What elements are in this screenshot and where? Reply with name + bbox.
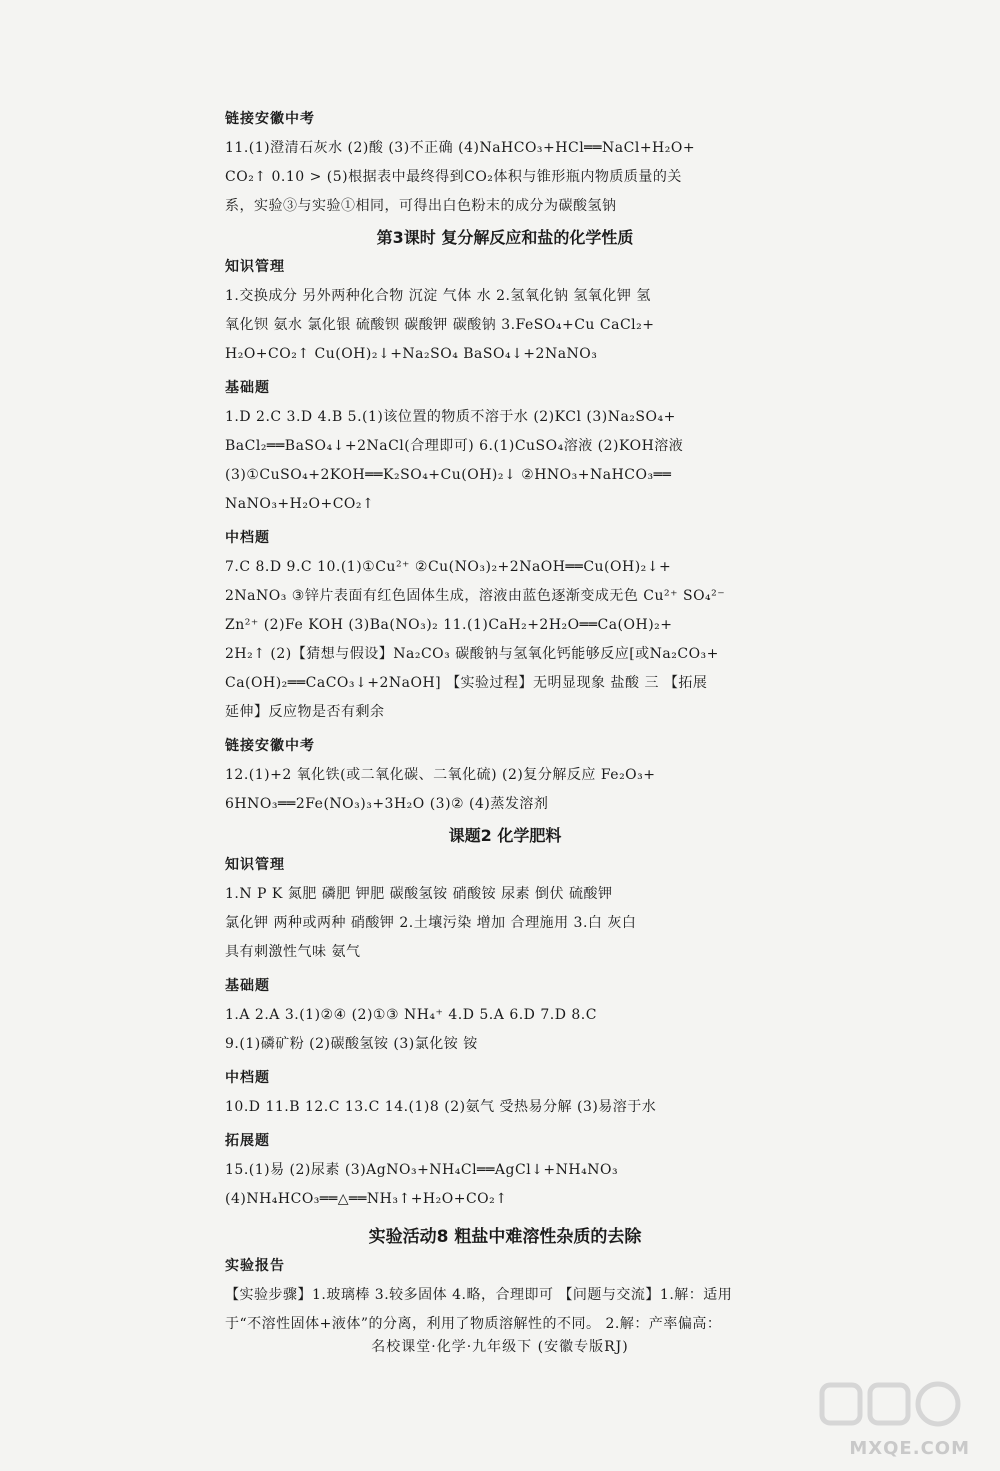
section-label: 实验报告 — [225, 1258, 285, 1274]
answer-line: BaCl₂══BaSO₄↓+2NaCl(合理即可) 6.(1)CuSO₄溶液 (2)KOH溶液 — [225, 438, 684, 454]
section-label: 中档题 — [225, 530, 270, 546]
answer-line: 氯化钾 两种或两种 硝酸钾 2.土壤污染 增加 合理施用 3.白 灰白 — [225, 915, 637, 931]
answer-line: Zn²⁺ (2)Fe KOH (3)Ba(NO₃)₂ 11.(1)CaH₂+2H₂O══Ca(OH)₂+ — [225, 617, 673, 633]
answer-line: 【实验步骤】1.玻璃棒 3.较多固体 4.略，合理即可 【问题与交流】1.解：适用 — [225, 1287, 733, 1303]
answer-line: H₂O+CO₂↑ Cu(OH)₂↓+Na₂SO₄ BaSO₄↓+2NaNO₃ — [225, 346, 598, 362]
answer-line: 6HNO₃══2Fe(NO₃)₃+3H₂O (3)② (4)蒸发溶剂 — [225, 796, 549, 812]
answer-line: 于“不溶性固体+液体”的分离，利用了物质溶解性的不同。 2.解：产率偏高： — [225, 1316, 722, 1332]
section-label: 知识管理 — [225, 259, 285, 275]
answer-line: 系，实验③与实验①相同，可得出白色粉末的成分为碳酸氢钠 — [225, 198, 617, 214]
answer-line: 9.(1)磷矿粉 (2)碳酸氢铵 (3)氯化铵 铵 — [225, 1036, 478, 1052]
section-label: 知识管理 — [225, 857, 285, 873]
lesson-heading: 课题2 化学肥料 — [448, 826, 562, 845]
activity-heading: 实验活动8 粗盐中难溶性杂质的去除 — [368, 1227, 642, 1247]
answer-line: 具有刺激性气味 氨气 — [225, 944, 361, 960]
answer-line: Ca(OH)₂══CaCO₃↓+2NaOH] 【实验过程】无明显现象 盐酸 三 【拓展 — [225, 675, 708, 691]
answer-line: 延伸】反应物是否有剩余 — [225, 704, 385, 720]
answer-line: 1.D 2.C 3.D 4.B 5.(1)该位置的物质不溶于水 (2)KCl (3)Na₂SO₄+ — [225, 409, 676, 425]
answer-content — [225, 100, 785, 1339]
answer-line: CO₂↑ 0.10 > (5)根据表中最终得到CO₂体积与锥形瓶内物质质量的关 — [225, 169, 682, 185]
answer-line: 2H₂↑ (2)【猜想与假设】Na₂CO₃ 碳酸钠与氢氧化钙能够反应[或Na₂CO₃+ — [225, 646, 719, 662]
section-label: 链接安徽中考 — [225, 738, 315, 754]
section-label: 中档题 — [225, 1070, 270, 1086]
answer-line: (3)①CuSO₄+2KOH══K₂SO₄+Cu(OH)₂↓ ②HNO₃+NaHCO₃══ — [225, 467, 672, 483]
lesson-heading: 第3课时 复分解反应和盐的化学性质 — [376, 228, 634, 247]
watermark-text: MXQE.COM — [849, 1438, 970, 1459]
section-label: 基础题 — [225, 978, 270, 994]
answer-line: 11.(1)澄清石灰水 (2)酸 (3)不正确 (4)NaHCO₃+HCl══NaCl+H₂O+ — [225, 140, 696, 156]
answer-line: 1.A 2.A 3.(1)②④ (2)①③ NH₄⁺ 4.D 5.A 6.D 7.D 8.C — [225, 1007, 597, 1023]
answer-line: (4)NH₄HCO₃══△══NH₃↑+H₂O+CO₂↑ — [225, 1191, 508, 1207]
answer-line: 1.N P K 氮肥 磷肥 钾肥 碳酸氢铵 硝酸铵 尿素 倒伏 硫酸钾 — [225, 886, 613, 902]
section-label: 基础题 — [225, 380, 270, 396]
section-label: 拓展题 — [225, 1133, 270, 1149]
answer-line: 10.D 11.B 12.C 13.C 14.(1)8 (2)氨气 受热易分解 (3)易溶于水 — [225, 1099, 657, 1115]
answer-line: NaNO₃+H₂O+CO₂↑ — [225, 496, 375, 512]
section-label: 链接安徽中考 — [225, 111, 315, 127]
answer-line: 氧化钡 氨水 氯化银 硫酸钡 碳酸钾 碳酸钠 3.FeSO₄+Cu CaCl₂+ — [225, 317, 655, 333]
answer-line: 12.(1)+2 氧化铁(或二氧化碳、二氧化硫) (2)复分解反应 Fe₂O₃+ — [225, 767, 656, 783]
answer-line: 1.交换成分 另外两种化合物 沉淀 气体 水 2.氢氧化钠 氢氧化钾 氢 — [225, 288, 651, 304]
answer-line: 2NaNO₃ ③锌片表面有红色固体生成，溶液由蓝色逐渐变成无色 Cu²⁺ SO₄²⁻ — [225, 588, 726, 604]
answer-line: 7.C 8.D 9.C 10.(1)①Cu²⁺ ②Cu(NO₃)₂+2NaOH══Cu(OH)₂↓+ — [225, 559, 672, 575]
answer-line: 15.(1)易 (2)尿素 (3)AgNO₃+NH₄Cl══AgCl↓+NH₄NO₃ — [225, 1162, 619, 1178]
page-footer: 名校课堂·化学·九年级下 (安徽专版RJ) — [371, 1339, 629, 1355]
